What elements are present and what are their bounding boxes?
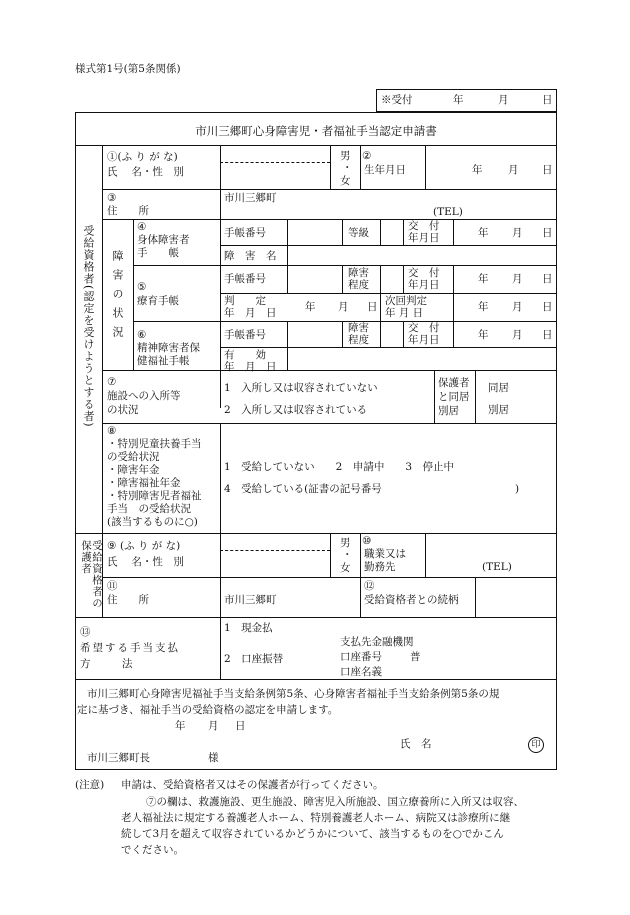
divider bbox=[102, 370, 557, 371]
q9-number: ⑨ bbox=[107, 540, 117, 552]
q6-label-2: 健福祉手帳 bbox=[137, 355, 190, 367]
divider bbox=[380, 219, 381, 245]
divider bbox=[475, 577, 476, 617]
q2-day: 日 bbox=[542, 164, 553, 176]
divider bbox=[453, 321, 454, 347]
divider bbox=[330, 533, 331, 577]
q6-issue-1: 交 付 bbox=[408, 322, 440, 334]
q2-number: ② bbox=[362, 150, 372, 162]
declaration-month: 月 bbox=[208, 720, 219, 732]
q4-month: 月 bbox=[512, 227, 523, 239]
q8-close-paren: ) bbox=[515, 483, 520, 495]
divider bbox=[380, 293, 381, 321]
divider bbox=[287, 265, 288, 293]
divider bbox=[287, 245, 288, 265]
divider bbox=[102, 577, 557, 578]
q9-female: 女 bbox=[340, 562, 351, 574]
q13-transfer: 2 口座振替 bbox=[224, 653, 284, 665]
q8-line-4: ・障害福祉年金 bbox=[107, 477, 181, 489]
divider bbox=[287, 347, 288, 370]
q3-address-label: 住 所 bbox=[107, 205, 149, 217]
divider bbox=[220, 145, 221, 408]
q5-issue-2: 年月日 bbox=[408, 279, 440, 291]
divider bbox=[220, 245, 557, 246]
q1-name-sex: 氏 名・性 別 bbox=[107, 166, 184, 178]
q13-cash: 1 現金払 bbox=[224, 622, 273, 634]
q3-tel: (TEL) bbox=[433, 206, 463, 218]
q13-account-name: 口座名義 bbox=[340, 666, 382, 678]
divider bbox=[403, 219, 404, 245]
divider bbox=[342, 219, 343, 245]
q12-relationship-label: 受給資格者との続柄 bbox=[364, 594, 459, 606]
divider bbox=[434, 370, 435, 423]
q7-same-residence: 同居 bbox=[488, 382, 509, 394]
divider bbox=[75, 145, 557, 146]
q6-issue-2: 年月日 bbox=[408, 334, 440, 346]
q6-day: 日 bbox=[542, 329, 553, 341]
q4-notebook-number: 手帳番号 bbox=[224, 227, 266, 239]
divider bbox=[220, 577, 221, 617]
receipt-label: ※受付 bbox=[381, 94, 413, 106]
q6-year: 年 bbox=[478, 329, 489, 341]
q7-guardian-1: 保護者 bbox=[438, 377, 470, 389]
q4-number: ④ bbox=[137, 221, 147, 233]
q7-separate-residence: 別居 bbox=[488, 404, 509, 416]
q4-year: 年 bbox=[478, 227, 489, 239]
note-3: 老人福祉法に規定する養護老人ホーム、特別養護老人ホーム、病院又は診療所に継 bbox=[121, 812, 511, 824]
q7-label-1: 施設への入所等 bbox=[107, 390, 181, 402]
q5-next-month: 月 bbox=[512, 301, 523, 313]
form-number: 様式第1号(第5条関係) bbox=[75, 63, 181, 75]
receipt-month: 月 bbox=[498, 94, 509, 106]
q5-degree-2: 程度 bbox=[348, 279, 369, 291]
q7-guardian-2: と同居 bbox=[438, 391, 470, 403]
q9-dot: ・ bbox=[342, 549, 353, 561]
q4-label-1: 身体障害者 bbox=[137, 234, 190, 246]
q4-label-2: 手 帳 bbox=[137, 247, 179, 259]
q5-label: 療育手帳 bbox=[137, 295, 179, 307]
q5-day: 日 bbox=[542, 273, 553, 285]
divider bbox=[75, 533, 557, 534]
q6-degree-1: 障害 bbox=[348, 322, 369, 334]
q8-line-6: 手当 の受給状況 bbox=[107, 503, 191, 515]
divider bbox=[403, 321, 404, 347]
divider bbox=[380, 265, 381, 293]
divider bbox=[102, 423, 557, 424]
divider bbox=[133, 321, 557, 322]
q11-address-label: 住 所 bbox=[107, 594, 149, 606]
note-4: 続して3月を超えて収容されているかどうかについて、該当するものを○でかこん bbox=[121, 828, 504, 840]
divider bbox=[453, 219, 454, 245]
q2-birthdate-label: 生年月日 bbox=[364, 164, 406, 176]
q5-month: 月 bbox=[512, 273, 523, 285]
divider bbox=[133, 265, 557, 266]
divider bbox=[75, 617, 557, 618]
q4-issue-2: 年月日 bbox=[408, 232, 440, 244]
q5-year: 年 bbox=[478, 273, 489, 285]
divider bbox=[287, 321, 288, 347]
q8-line-5: ・特別障害児者福祉 bbox=[107, 490, 202, 502]
q8-option-2: 4 受給している(証書の記号番号 bbox=[224, 483, 382, 495]
furigana-divider bbox=[220, 162, 330, 163]
q11-town: 市川三郷町 bbox=[224, 594, 277, 606]
q2-month: 月 bbox=[508, 164, 519, 176]
declaration-line-2: 定に基づき、福祉手当の受給資格の認定を申請します。 bbox=[77, 704, 339, 716]
notes-label: (注意) bbox=[75, 779, 105, 791]
divider bbox=[330, 145, 331, 189]
divider bbox=[133, 219, 134, 370]
q5-judge-month: 月 bbox=[338, 301, 349, 313]
divider bbox=[475, 370, 476, 423]
q5-degree-1: 障害 bbox=[348, 267, 369, 279]
receipt-day: 日 bbox=[542, 94, 553, 106]
q8-option-1: 1 受給していない 2 申請中 3 停止中 bbox=[224, 461, 455, 473]
q6-month: 月 bbox=[512, 329, 523, 341]
receipt-year: 年 bbox=[453, 94, 464, 106]
q8-line-2: の受給状況 bbox=[107, 451, 160, 463]
q13-number: ⑬ bbox=[80, 626, 91, 638]
q7-number: ⑦ bbox=[107, 376, 117, 388]
q5-next-1: 次回判定 bbox=[385, 295, 427, 307]
divider bbox=[360, 145, 361, 189]
divider bbox=[425, 533, 426, 577]
divider bbox=[75, 679, 557, 680]
q1-male: 男 bbox=[340, 150, 351, 162]
q4-disability-name: 障 害 名 bbox=[224, 250, 277, 262]
q1-furigana: ①(ふ り が な) bbox=[107, 151, 178, 163]
declaration-line-1: 市川三郷町心身障害児福祉手当支給条例第5条、心身障害者福祉手当支給条例第5条の規 bbox=[87, 688, 500, 700]
form-title: 市川三郷町心身障害児・者福祉手当認定申請書 bbox=[195, 124, 437, 138]
q5-next-year: 年 bbox=[478, 301, 489, 313]
q7-label-2: の状況 bbox=[107, 404, 139, 416]
furigana-divider bbox=[220, 550, 330, 551]
q5-judgement-2: 年 月 日 bbox=[224, 307, 277, 319]
q10-occupation-2: 勤務先 bbox=[364, 561, 396, 573]
note-2: ⑦の欄は、救護施設、更生施設、障害児入所施設、国立療養所に入所又は収容、 bbox=[146, 796, 524, 808]
q10-number: ⑩ bbox=[362, 535, 372, 547]
applicant-side-label: 受給資格者(認定を受けようとする者) bbox=[82, 225, 95, 428]
divider bbox=[287, 219, 288, 245]
q6-notebook-number: 手帳番号 bbox=[224, 329, 266, 341]
declaration-year: 年 bbox=[175, 720, 186, 732]
q4-issue-1: 交 付 bbox=[408, 220, 440, 232]
divider bbox=[220, 423, 221, 533]
divider bbox=[220, 347, 557, 348]
declaration-mayor: 市川三郷町長 bbox=[87, 752, 150, 764]
q1-dot: ・ bbox=[342, 162, 353, 174]
q1-female: 女 bbox=[340, 175, 351, 187]
q10-tel: (TEL) bbox=[482, 561, 512, 573]
declaration-name-label: 氏 名 bbox=[400, 738, 432, 750]
q7-option-2: 2 入所し又は収容されている bbox=[224, 404, 368, 416]
divider bbox=[360, 533, 361, 577]
q9-furigana: (ふ り が な) bbox=[120, 540, 181, 552]
q8-line-3: ・障害年金 bbox=[107, 464, 160, 476]
divider bbox=[102, 189, 557, 190]
q6-valid-2: 年 月 日 bbox=[224, 361, 277, 373]
q11-number: ⑪ bbox=[107, 580, 118, 592]
divider bbox=[425, 145, 426, 189]
q10-occupation-1: 職業又は bbox=[364, 548, 406, 560]
q8-line-7: (該当するものに○) bbox=[107, 516, 198, 528]
q9-male: 男 bbox=[340, 537, 351, 549]
divider bbox=[342, 321, 343, 347]
divider bbox=[220, 293, 557, 294]
divider bbox=[102, 145, 103, 533]
q5-judge-year: 年 bbox=[305, 301, 316, 313]
q12-number: ⑫ bbox=[364, 580, 375, 592]
divider bbox=[453, 293, 454, 321]
q9-name-sex: 氏 名・性 別 bbox=[107, 556, 184, 568]
divider bbox=[342, 265, 343, 293]
q13-label-1: 希望する手当支払 bbox=[80, 642, 180, 654]
divider bbox=[102, 219, 557, 220]
q5-number: ⑤ bbox=[137, 281, 147, 293]
q5-next-day: 日 bbox=[542, 301, 553, 313]
divider bbox=[380, 321, 381, 347]
declaration-sama: 様 bbox=[208, 752, 219, 764]
q6-label-1: 精神障害者保 bbox=[137, 342, 200, 354]
q3-number: ③ bbox=[107, 192, 117, 204]
q5-judgement-1: 判 定 bbox=[224, 295, 266, 307]
divider bbox=[453, 265, 454, 293]
q6-degree-2: 程度 bbox=[348, 334, 369, 346]
q8-line-1: ・特別児童扶養手当 bbox=[107, 438, 202, 450]
q13-account-number: 口座番号 bbox=[340, 651, 382, 663]
note-1: 申請は、受給資格者又はその保護者が行ってください。 bbox=[121, 779, 384, 791]
q5-judge-day: 日 bbox=[367, 301, 378, 313]
q4-day: 日 bbox=[542, 227, 553, 239]
q3-town: 市川三郷町 bbox=[224, 192, 277, 204]
q13-label-2: 方 法 bbox=[80, 658, 133, 670]
q6-number: ⑥ bbox=[137, 329, 147, 341]
declaration-day: 日 bbox=[235, 720, 246, 732]
q4-grade: 等級 bbox=[348, 227, 369, 239]
q2-year: 年 bbox=[472, 164, 483, 176]
disability-side-label: 障害の状況 bbox=[111, 250, 124, 345]
divider bbox=[403, 265, 404, 293]
q6-valid-1: 有 効 bbox=[224, 349, 266, 361]
divider bbox=[220, 533, 221, 577]
q13-bank-header: 支払先金融機関 bbox=[340, 636, 414, 648]
q5-next-2: 年 月 日 bbox=[385, 307, 424, 319]
q8-number: ⑧ bbox=[107, 425, 117, 437]
q7-option-1: 1 入所し又は収容されていない bbox=[224, 382, 378, 394]
divider bbox=[360, 577, 361, 617]
seal-mark: 印 bbox=[528, 737, 544, 753]
divider bbox=[220, 617, 221, 679]
q13-account-type: 普 bbox=[410, 651, 421, 663]
q5-issue-1: 交 付 bbox=[408, 267, 440, 279]
q5-notebook-number: 手帳番号 bbox=[224, 273, 266, 285]
note-5: でください。 bbox=[121, 844, 184, 856]
guardian-side-label: 受給資格者の保護者 bbox=[80, 540, 103, 609]
q7-guardian-3: 別居 bbox=[438, 405, 459, 417]
